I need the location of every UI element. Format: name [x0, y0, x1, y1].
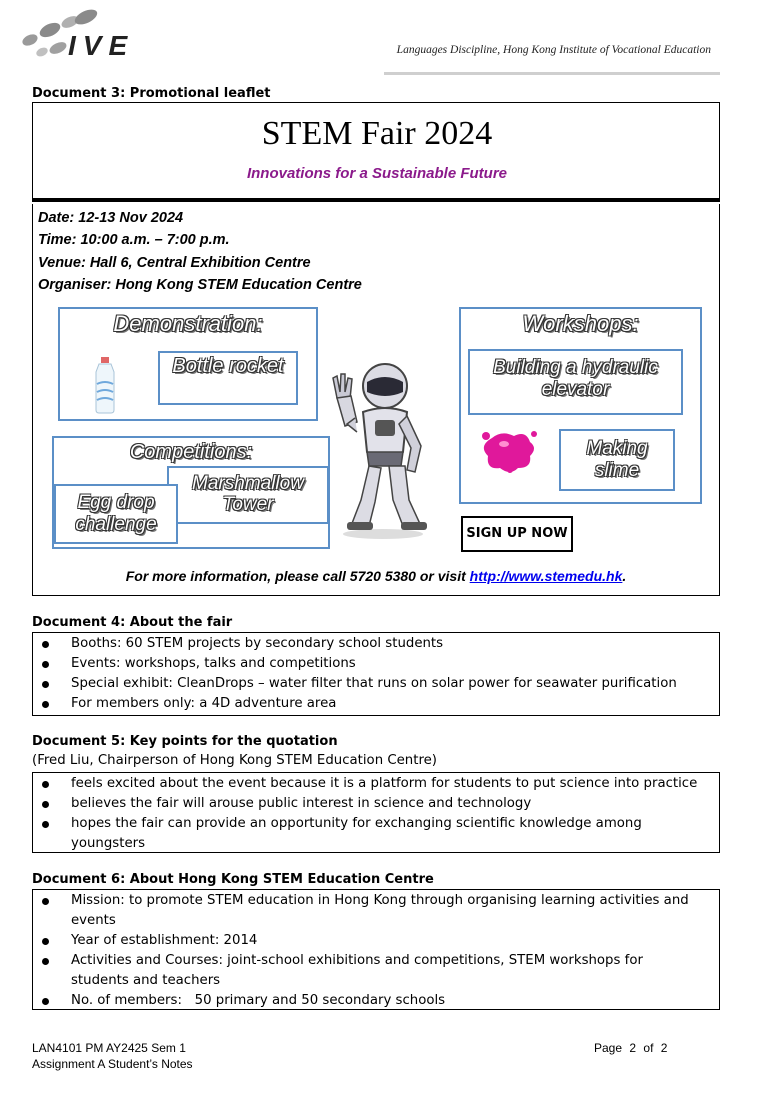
footer-course: LAN4101 PM AY2425 Sem 1: [32, 1041, 186, 1055]
doc5-list: [32, 772, 720, 853]
list-item-text: feels excited about the event because it is a platform for students to put science into practice: [71, 776, 698, 791]
bullet: [42, 958, 49, 965]
bullet: [42, 801, 49, 808]
bullet: [42, 661, 49, 668]
more-info-line: [32, 568, 720, 584]
footer-assignment: Assignment A Student’s Notes: [32, 1057, 193, 1071]
list-item-text: Events: workshops, talks and competitions: [71, 656, 356, 671]
doc3-heading: Document 3: Promotional leaflet: [32, 86, 271, 101]
bullet: [42, 998, 49, 1005]
list-item-text: For members only: a 4D adventure area: [71, 696, 337, 711]
list-item-text: hopes the fair can provide an opportunity for exchanging scientific knowledge among youngsters: [71, 816, 642, 851]
header-divider: [384, 72, 720, 75]
fair-subtitle: Innovations for a Sustainable Future: [246, 165, 508, 182]
double-rule: [32, 198, 720, 202]
page-current: 2: [629, 1041, 637, 1055]
list-item-text: Activities and Courses: joint-school exhibitions and competitions, STEM workshops for students and teachers: [71, 953, 643, 988]
bullet: [42, 641, 49, 648]
hydraulic-label: Building a hydraulic elevator: [493, 357, 658, 400]
event-organiser: Organiser: Hong Kong STEM Education Centre: [38, 277, 362, 293]
list-item-text: Year of establishment: 2014: [71, 933, 258, 948]
page-number: [594, 1041, 667, 1055]
list-item-text: believes the fair will arouse public interest in science and technology: [71, 796, 532, 811]
list-item-text: Mission: to promote STEM education in Hong Kong through organising learning activities and events: [71, 893, 689, 928]
event-time: Time: 10:00 a.m. – 7:00 p.m.: [38, 232, 230, 248]
demonstration-label: Demonstration:: [113, 311, 263, 336]
bottle-rocket-label: Bottle rocket: [172, 355, 284, 377]
leaflet-title-box: [32, 102, 720, 200]
sign-up-button[interactable]: SIGN UP NOW: [461, 516, 573, 552]
list-item: [33, 991, 719, 1011]
doc5-heading: Document 5: Key points for the quotation: [32, 734, 338, 749]
ive-logo: IVE: [68, 30, 135, 61]
list-item-text: Booths: 60 STEM projects by secondary school students: [71, 636, 444, 651]
bullet: [42, 821, 49, 828]
doc6-heading: Document 6: About Hong Kong STEM Education Centre: [32, 872, 434, 887]
egg-drop-label: Egg drop challenge: [75, 492, 157, 535]
list-item: [33, 694, 719, 714]
doc5-speaker: (Fred Liu, Chairperson of Hong Kong STEM Education Centre): [32, 753, 437, 768]
list-item: [33, 654, 719, 674]
list-item: [33, 634, 719, 654]
bullet: [42, 701, 49, 708]
list-item: [33, 674, 719, 694]
institution-name: Languages Discipline, Hong Kong Institute of Vocational Education: [396, 44, 711, 56]
event-venue: Venue: Hall 6, Central Exhibition Centre: [38, 255, 311, 271]
more-info-period: .: [622, 568, 627, 584]
slime-icon: [480, 428, 540, 474]
water-bottle-icon: [90, 356, 120, 414]
bullet: [42, 681, 49, 688]
list-item-text: No. of members: 50 primary and 50 secondary schools: [71, 993, 446, 1008]
competitions-label: Competitions:: [129, 441, 253, 463]
list-item: [33, 891, 719, 931]
bullet: [42, 781, 49, 788]
list-item: [33, 951, 719, 991]
page-total: 2: [660, 1041, 668, 1055]
bullet: [42, 938, 49, 945]
doc4-heading: Document 4: About the fair: [32, 615, 233, 630]
marshmallow-label: Marshmallow Tower: [192, 473, 304, 515]
robot-illustration: [325, 358, 435, 540]
list-item-text: Special exhibit: CleanDrops – water filter that runs on solar power for seawater purification: [71, 676, 677, 691]
page-label: Page: [594, 1041, 623, 1055]
list-item: [33, 774, 719, 794]
list-item: [33, 814, 719, 854]
more-info-text: For more information, please call 5720 5380 or visit: [125, 568, 470, 584]
list-item: [33, 794, 719, 814]
doc4-list: [32, 632, 720, 716]
event-date: Date: 12-13 Nov 2024: [38, 210, 184, 226]
page-of: of: [643, 1041, 654, 1055]
slime-label: Making slime: [586, 438, 648, 481]
doc6-list: [32, 889, 720, 1010]
website-link[interactable]: http://www.stemedu.hk: [469, 568, 623, 584]
workshops-label: Workshops:: [522, 311, 639, 336]
bullet: [42, 898, 49, 905]
fair-title: STEM Fair 2024: [261, 115, 493, 152]
list-item: [33, 931, 719, 951]
